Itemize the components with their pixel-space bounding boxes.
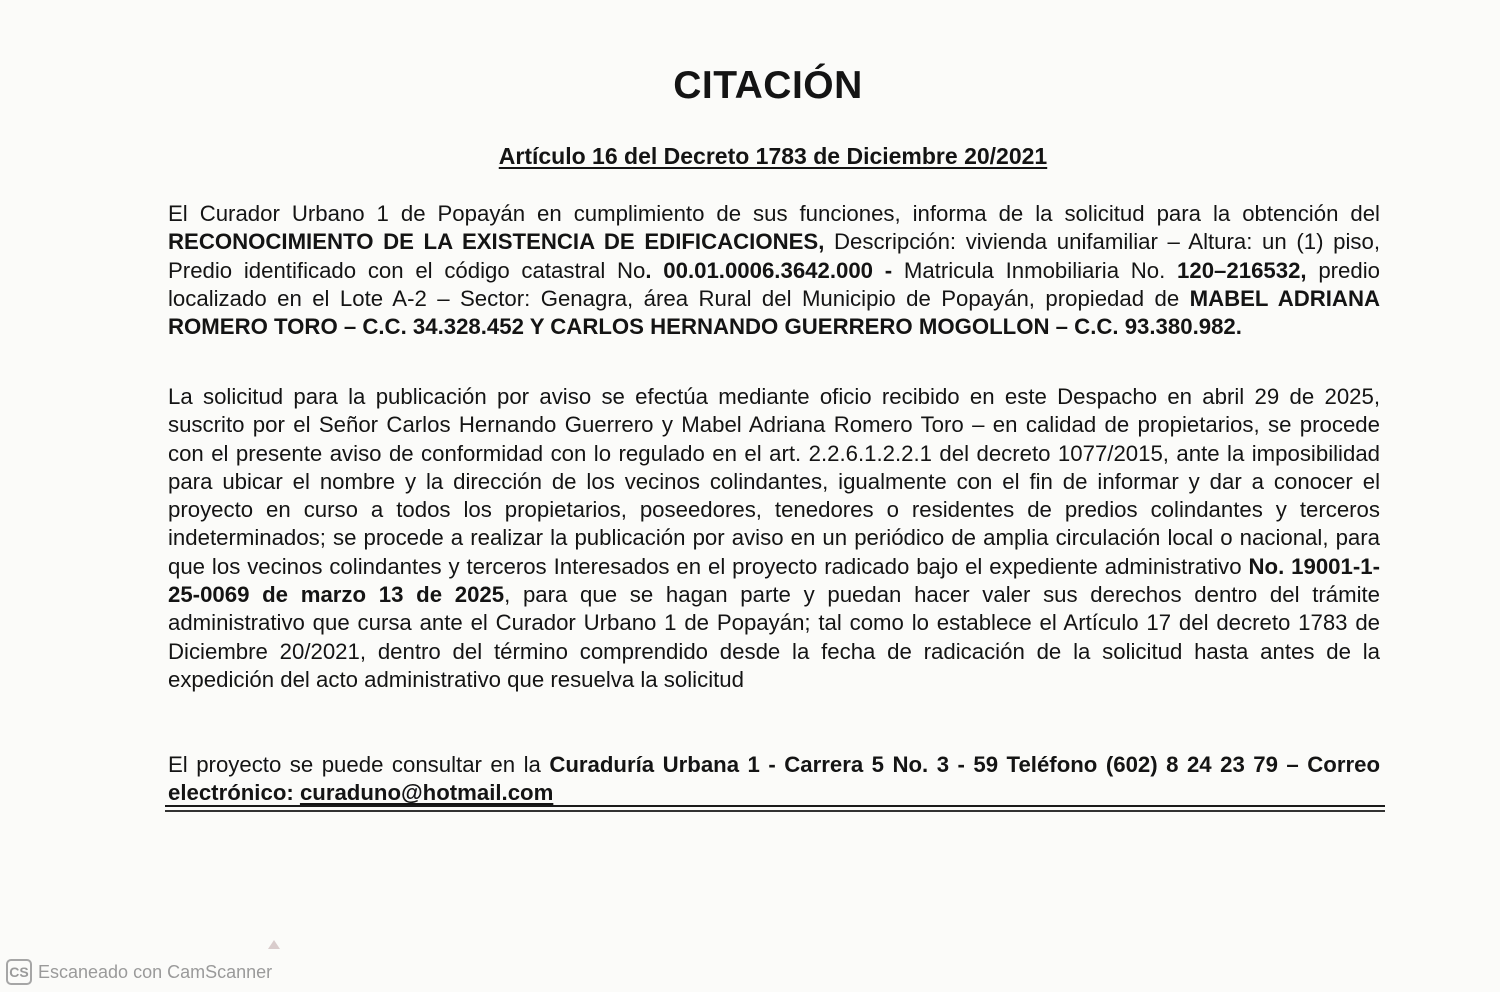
p1-text-2: Descripción: vivienda unifamiliar – Altura: un (1) piso, Predio identificado con el código catastral No [168, 229, 1380, 283]
p2-text-2: , para que se hagan parte y puedan hacer valer sus derechos dentro del trámite administrativo que cursa ante el Curador Urbano 1 de Popayán; tal como lo establece el Artículo 17 del decreto 1783 de Diciembre 20/2021, dentro del término comprendido desde la fecha de radicación de la solicitud hasta antes de la expedición del acto administrativo que resuelva la solicitud [168, 582, 1381, 692]
p1-bold-matricula: 120–216532, [1177, 257, 1307, 283]
p3-text-1: El proyecto se puede consultar en la [168, 752, 550, 777]
divider-rule-bottom [165, 810, 1385, 812]
watermark-text: Escaneado con CamScanner [38, 961, 273, 982]
p1-text-4: predio localizado en el Lote A-2 – Sector: Genagra, área Rural del Municipio de Popayán, propiedad de [168, 257, 1380, 311]
camscanner-logo-icon: CS [6, 959, 32, 985]
camscanner-watermark [6, 957, 272, 987]
email-link[interactable]: curaduno@hotmail.com [299, 780, 554, 806]
scan-artifact [268, 940, 280, 949]
paragraph-consulta [168, 751, 1380, 808]
document-subtitle: Artículo 16 del Decreto 1783 de Diciembre 20/2021 [498, 143, 1048, 169]
p1-bold-propietarios: MABEL ADRIANA ROMERO TORO – C.C. 34.328.452 Y CARLOS HERNANDO GUERRERO MOGOLLON – C.C. 93.380.982. [168, 285, 1380, 340]
p1-text-3: Matricula Inmobiliaria No. [892, 257, 1178, 283]
p1-bold-reconocimiento: RECONOCIMIENTO DE LA EXISTENCIA DE EDIFICACIONES, [168, 229, 825, 255]
p1-text-1: El Curador Urbano 1 de Popayán en cumplimiento de sus funciones, informa de la solicitud para la obtención del [168, 201, 1380, 226]
p3-bold-contacto: Curaduría Urbana 1 - Carrera 5 No. 3 - 59 Teléfono (602) 8 24 23 79 – Correo electrónico: [168, 752, 1380, 806]
p1-bold-codigo-catastral: . 00.01.0006.3642.000 - [645, 257, 893, 283]
p2-text-1: La solicitud para la publicación por aviso se efectúa mediante oficio recibido en este Despacho en abril 29 de 2025, suscrito por el Señor Carlos Hernando Guerrero y Mabel Adriana Romero Toro – en calidad de propietarios, se procede con el presente aviso de conformidad con lo regulado en el art. 2.2.6.1.2.2.1 del decreto 1077/2015, ante la imposibilidad para ubicar el nombre y la dirección de los vecinos colindantes, igualmente con el fin de informar y dar a conocer el proyecto en curso a todos los propietarios, poseedores, tenedores o residentes de predios colindantes y terceros indeterminados; se procede a realizar la publicación por aviso en un periódico de amplia circulación local o nacional, para que los vecinos colindantes y terceros Interesados en el proyecto radicado bajo el expediente administrativo [168, 384, 1380, 579]
divider-rule-top [165, 805, 1385, 807]
p2-bold-expediente: No. 19001-1-25-0069 de marzo 13 de 2025 [168, 553, 1380, 608]
paragraph-solicitud [168, 200, 1380, 341]
document-title: CITACIÓN [673, 64, 863, 107]
paragraph-publicacion [168, 383, 1380, 694]
